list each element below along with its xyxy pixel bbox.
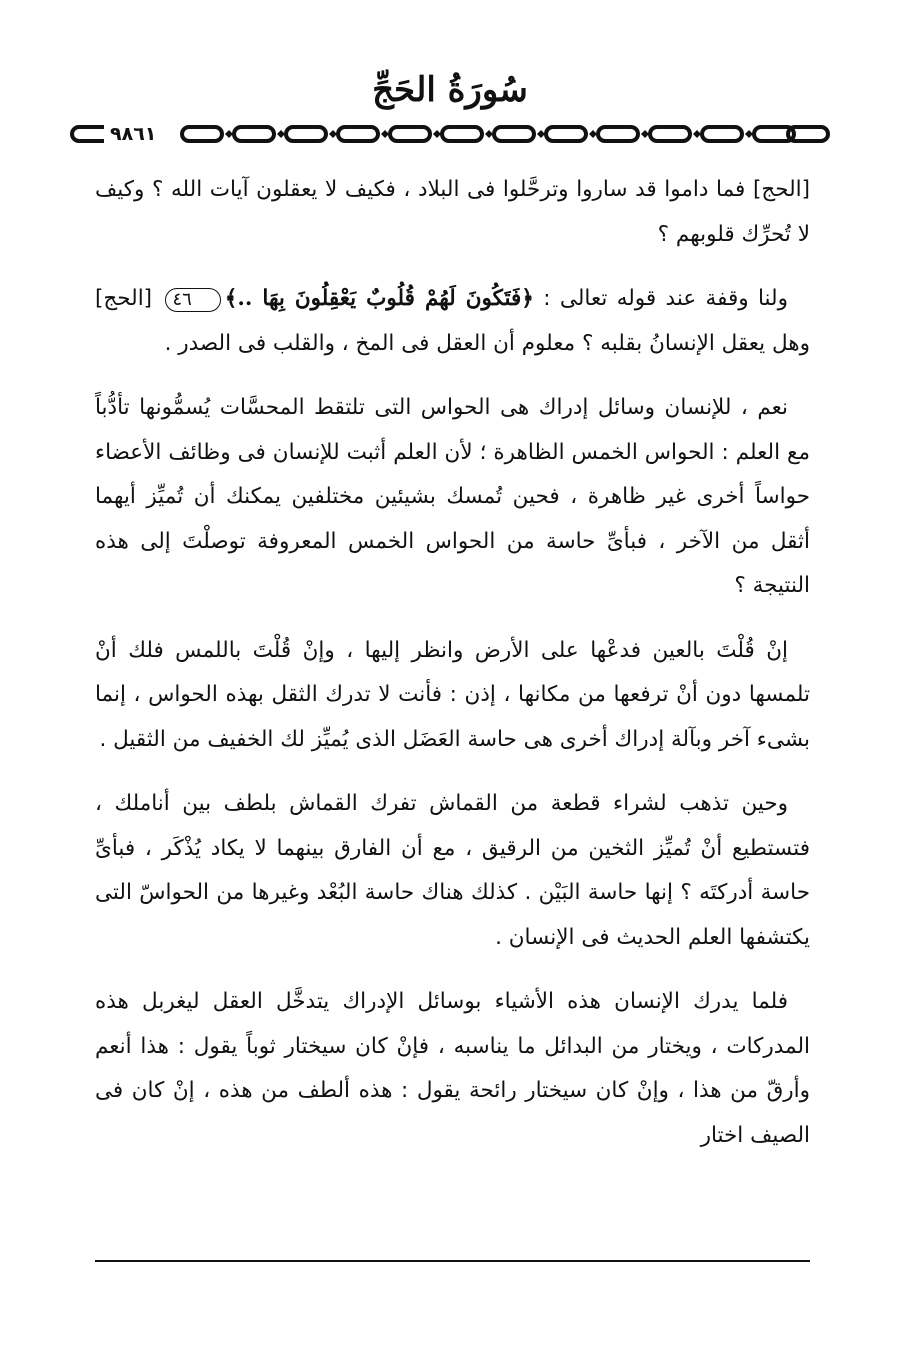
paragraph-1: [الحج] فما داموا قد ساروا وترحَّلوا فى البلاد ، فكيف لا يعقلون آيات الله ؟ وكيف لا تُحرِّك قلوبهم ؟ [95, 177, 810, 247]
paragraph-4: إنْ قُلْتَ بالعين فدعْها على الأرض وانظر إليها ، وإنْ قُلْتَ باللمس فلك أنْ تلمسها دون أنْ ترفعها من مكانها ، إذن : فأنت لا تدرك الثقل بهذه الحواس ، إنما بشىء آخر وبآلة إدراك أخرى هى حاسة العَضَل الذى يُميِّز لك الخفيف من الثقيل . [95, 637, 810, 752]
page-number: ٩٨٦١ [104, 123, 162, 145]
paragraph-2-rest: [الحج] وهل يعقل الإنسانُ بقلبه ؟ معلوم أن العقل فى المخ ، والقلب فى الصدر . [95, 286, 810, 356]
surah-title: سُورَةُ الحَجِّ [372, 70, 528, 110]
paragraph-2 [95, 277, 810, 366]
paragraph-5: وحين تذهب لشراء قطعة من القماش تفرك القماش بلطف بين أناملك ، فتستطيع أنْ تُميِّز الثخين من الرقيق ، مع أن الفارق بينهما لا يكاد يُذْكَر ، فبأىِّ حاسة أدركتَه ؟ إنها حاسة البَيْن . كذلك هناك حاسة البُعْد وغيرها من الحواسّ التى يكتشفها العلم الحديث فى الإنسان . [95, 791, 810, 950]
footer-rule [95, 1260, 810, 1262]
page-header [0, 0, 900, 160]
paragraph-6: فلما يدرك الإنسان هذه الأشياء بوسائل الإدراك يتدخَّل العقل ليغربل هذه المدركات ، ويختار من البدائل ما يناسبه ، فإنْ كان سيختار ثوباً يقول : هذا أنعم وأرقّ من هذا ، وإنْ كان سيختار رائحة يقول : هذه ألطف من هذه ، إنْ كان فى الصيف اختار [95, 989, 810, 1148]
ornamental-border [70, 120, 830, 150]
paragraph-3: نعم ، للإنسان وسائل إدراك هى الحواس التى تلتقط المحسَّات يُسمُّونها تأدُّباً مع العلم : الحواس الخمس الظاهرة ؛ لأن العلم أثبت للإنسان فى وظائف الأعضاء حواساً أخرى غير ظاهرة ، فحين تُمسك بشيئين مختلفين يمكنك أن تُميِّز أيهما أثقل من الآخر ، فبأىِّ حاسة من الحواس الخمس المعروفة توصلْتَ إلى هذه النتيجة ؟ [95, 395, 810, 598]
verse-number-marker: ٤٦ [165, 288, 220, 312]
quran-verse: ﴿فَتَكُونَ لَهُمْ قُلُوبٌ يَعْقِلُونَ بِهَا ..﴾ [224, 286, 534, 311]
paragraph-2-intro: ولنا وقفة عند قوله تعالى : [543, 286, 788, 311]
page-body [95, 168, 810, 1178]
